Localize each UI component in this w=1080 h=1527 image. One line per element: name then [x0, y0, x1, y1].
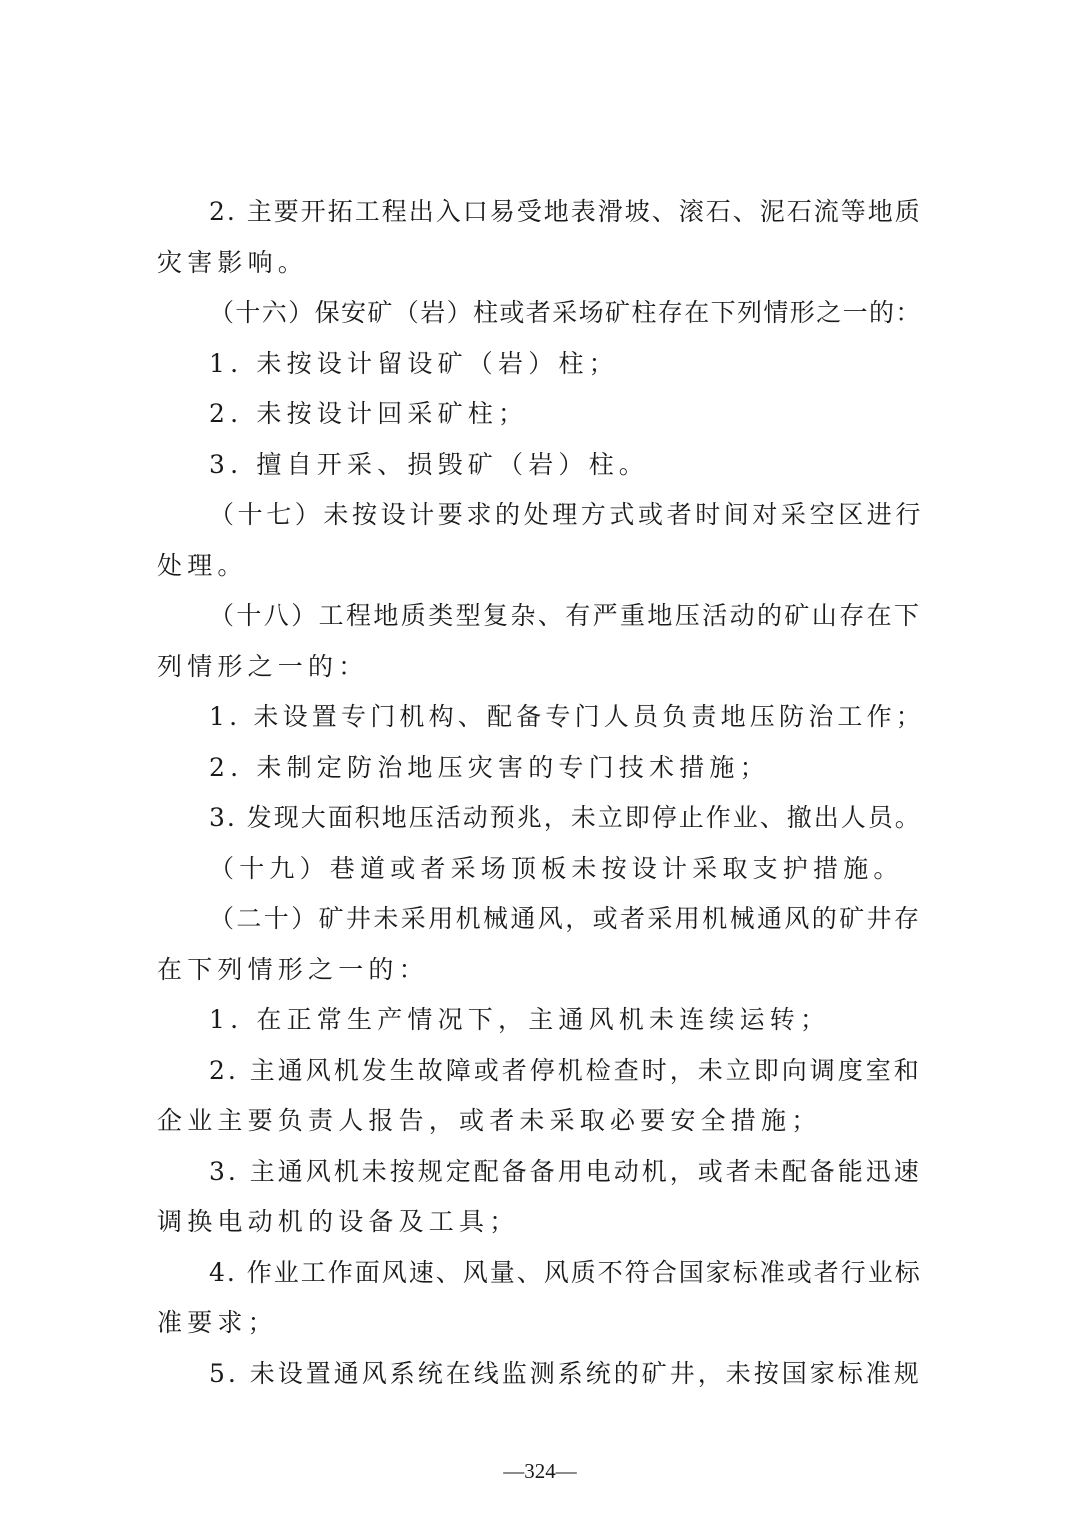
- text-line: （十八）工程地质类型复杂、有严重地压活动的矿山存在下: [209, 601, 922, 630]
- text-line: 列情形之一的：: [157, 651, 369, 681]
- text-line: 3. 主通风机未按规定配备备用电动机，或者未配备能迅速: [209, 1156, 922, 1186]
- text-line: 5. 未设置通风系统在线监测系统的矿井，未按国家标准规: [209, 1358, 922, 1388]
- text-line: 2. 未按设计回采矿柱；: [209, 399, 529, 428]
- text-line: （二十）矿井未采用机械通风，或者采用机械通风的矿井存: [209, 904, 922, 933]
- text-line: 准要求；: [157, 1308, 278, 1337]
- text-line: 2. 主通风机发生故障或者停机检查时，未立即向调度室和: [209, 1055, 922, 1085]
- text-line: 1. 未设置专门机构、配备专门人员负责地压防治工作；: [209, 702, 926, 731]
- text-line: 1. 在正常生产情况下，主通风机未连续运转；: [209, 1005, 831, 1034]
- text-line: 企业主要负责人报告，或者未采取必要安全措施；: [157, 1106, 822, 1135]
- text-line: 在下列情形之一的：: [157, 954, 429, 984]
- text-line: （十六）保安矿（岩）柱或者采场矿柱存在下列情形之一的：: [209, 298, 922, 327]
- text-line: （十九）巷道或者采场顶板未按设计采取支护措施。: [209, 853, 904, 883]
- text-line: 灾害影响。: [157, 247, 309, 277]
- text-line: 3. 擅自开采、损毁矿（岩）柱。: [209, 449, 650, 479]
- text-line: 调换电动机的设备及工具；: [157, 1207, 520, 1236]
- text-line: 处理。: [157, 550, 248, 580]
- text-line: 3. 发现大面积地压活动预兆，未立即停止作业、撤出人员。: [209, 803, 922, 832]
- text-line: （十七）未按设计要求的处理方式或者时间对采空区进行: [209, 500, 925, 529]
- text-line: 1. 未按设计留设矿（岩）柱；: [209, 348, 619, 378]
- text-line: 2. 未制定防治地压灾害的专门技术措施；: [209, 752, 770, 782]
- document-body: [157, 187, 925, 1399]
- text-line: 2. 主要开拓工程出入口易受地表滑坡、滚石、泥石流等地质: [209, 197, 922, 226]
- text-line: 4. 作业工作面风速、风量、风质不符合国家标准或者行业标: [209, 1257, 922, 1287]
- page-number: —324—: [503, 1459, 577, 1483]
